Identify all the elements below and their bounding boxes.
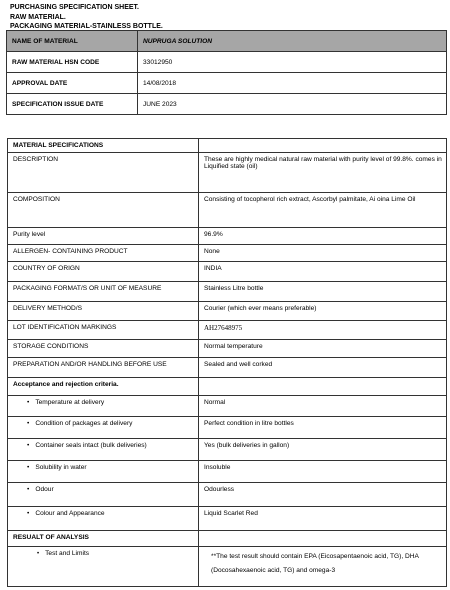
approval-value: 14/08/2018 xyxy=(138,73,447,94)
spec-label: LOT IDENTIFICATION MARKINGS xyxy=(8,321,199,340)
test-value: **The test result should contain EPA (Eicosapentaenoic acid, TG), DHA (Docosahexaenoic acid, TG) and omega-3 xyxy=(199,547,447,587)
criteria-label-text: • Condition of packages at delivery xyxy=(13,420,132,427)
spec-value: Stainless Litre bottle xyxy=(199,282,447,302)
criteria-row xyxy=(8,439,447,461)
spec-row xyxy=(8,321,447,340)
spec-row xyxy=(8,245,447,262)
empty-cell xyxy=(199,531,447,547)
analysis-title: RESUALT OF ANALYSIS xyxy=(8,531,199,547)
criteria-row xyxy=(8,483,447,507)
test-label-text: • Test and Limits xyxy=(13,550,89,557)
acceptance-title-row xyxy=(8,378,447,396)
test-label xyxy=(8,547,199,587)
analysis-title-row xyxy=(8,531,447,547)
section-title-row xyxy=(8,139,447,153)
spec-label: ALLERGEN- CONTAINING PRODUCT xyxy=(8,245,199,262)
criteria-label xyxy=(8,396,199,417)
test-row xyxy=(8,547,447,587)
spec-label: PREPARATION AND/OR HANDLING BEFORE USE xyxy=(8,358,199,378)
spec-value: Sealed and well corked xyxy=(199,358,447,378)
spec-label: COUNTRY OF ORIGN xyxy=(8,262,199,282)
criteria-label-text: • Colour and Appearance xyxy=(13,510,105,517)
criteria-label xyxy=(8,483,199,507)
header-line-1: PURCHASING SPECIFICATION SHEET. xyxy=(10,4,139,11)
issue-label: SPECIFICATION ISSUE DATE xyxy=(7,94,138,115)
spec-row xyxy=(8,228,447,245)
criteria-row xyxy=(8,507,447,531)
spec-value: 96.9% xyxy=(199,228,447,245)
header-line-2: RAW MATERIAL. xyxy=(10,13,66,21)
criteria-label-text: • Solubility in water xyxy=(13,464,87,471)
summary-row-issue xyxy=(7,94,447,115)
empty-cell xyxy=(199,139,447,153)
summary-row-approval xyxy=(7,73,447,94)
approval-label: APPROVAL DATE xyxy=(7,73,138,94)
spec-value: None xyxy=(199,245,447,262)
name-label: NAME OF MATERIAL xyxy=(7,31,138,52)
criteria-value: Normal xyxy=(199,396,447,417)
spec-value: These are highly medical natural raw material with purity level of 99.8%. comes in Liquified state (oil) xyxy=(199,153,447,193)
criteria-value: Odourless xyxy=(199,483,447,507)
criteria-row xyxy=(8,396,447,417)
criteria-label xyxy=(8,417,199,439)
criteria-row xyxy=(8,461,447,483)
document-header xyxy=(10,3,163,32)
spec-value: Consisting of tocopherol rich extract, Ascorbyl palmitate, Ai oina Lime Oil xyxy=(199,193,447,228)
spec-row xyxy=(8,302,447,321)
spec-label: STORAGE CONDITIONS xyxy=(8,340,199,358)
hsn-label: RAW MATERIAL HSN CODE xyxy=(7,52,138,73)
criteria-label xyxy=(8,439,199,461)
criteria-value: Yes (bulk deliveries in gallon) xyxy=(199,439,447,461)
header-line-3: PACKAGING MATERIAL-STAINLESS BOTTLE. xyxy=(10,23,163,30)
summary-table xyxy=(6,30,447,115)
spec-value: Courier (which ever means preferable) xyxy=(199,302,447,321)
criteria-label xyxy=(8,461,199,483)
section-title: MATERIAL SPECIFICATIONS xyxy=(8,139,199,153)
summary-row-hsn xyxy=(7,52,447,73)
spec-row xyxy=(8,262,447,282)
spec-value: AH27648975 xyxy=(199,321,447,340)
spec-row xyxy=(8,153,447,193)
spec-label: Purity level xyxy=(8,228,199,245)
criteria-label xyxy=(8,507,199,531)
spec-row xyxy=(8,358,447,378)
spec-label: PACKAGING FORMAT/S OR UNIT OF MEASURE xyxy=(8,282,199,302)
criteria-label-text: • Temperature at delivery xyxy=(13,399,104,406)
issue-value: JUNE 2023 xyxy=(138,94,447,115)
spec-label: DESCRIPTION xyxy=(8,153,199,193)
hsn-value: 33012950 xyxy=(138,52,447,73)
empty-cell xyxy=(199,378,447,396)
spec-row xyxy=(8,193,447,228)
spec-value: Normal temperature xyxy=(199,340,447,358)
spec-row xyxy=(8,282,447,302)
criteria-label-text: • Container seals intact (bulk deliveries) xyxy=(13,442,147,449)
criteria-value: Perfect condition in litre bottles xyxy=(199,417,447,439)
criteria-label-text: • Odour xyxy=(13,486,54,493)
spec-label: COMPOSITION xyxy=(8,193,199,228)
criteria-row xyxy=(8,417,447,439)
criteria-value: Liquid Scarlet Red xyxy=(199,507,447,531)
summary-row-name xyxy=(7,31,447,52)
spec-label: DELIVERY METHOD/S xyxy=(8,302,199,321)
spec-value: INDIA xyxy=(199,262,447,282)
spec-row xyxy=(8,340,447,358)
acceptance-title: Acceptance and rejection criteria. xyxy=(8,378,199,396)
criteria-value: Insoluble xyxy=(199,461,447,483)
name-value: NUPRUGA SOLUTION xyxy=(138,31,447,52)
specification-table xyxy=(7,138,447,587)
